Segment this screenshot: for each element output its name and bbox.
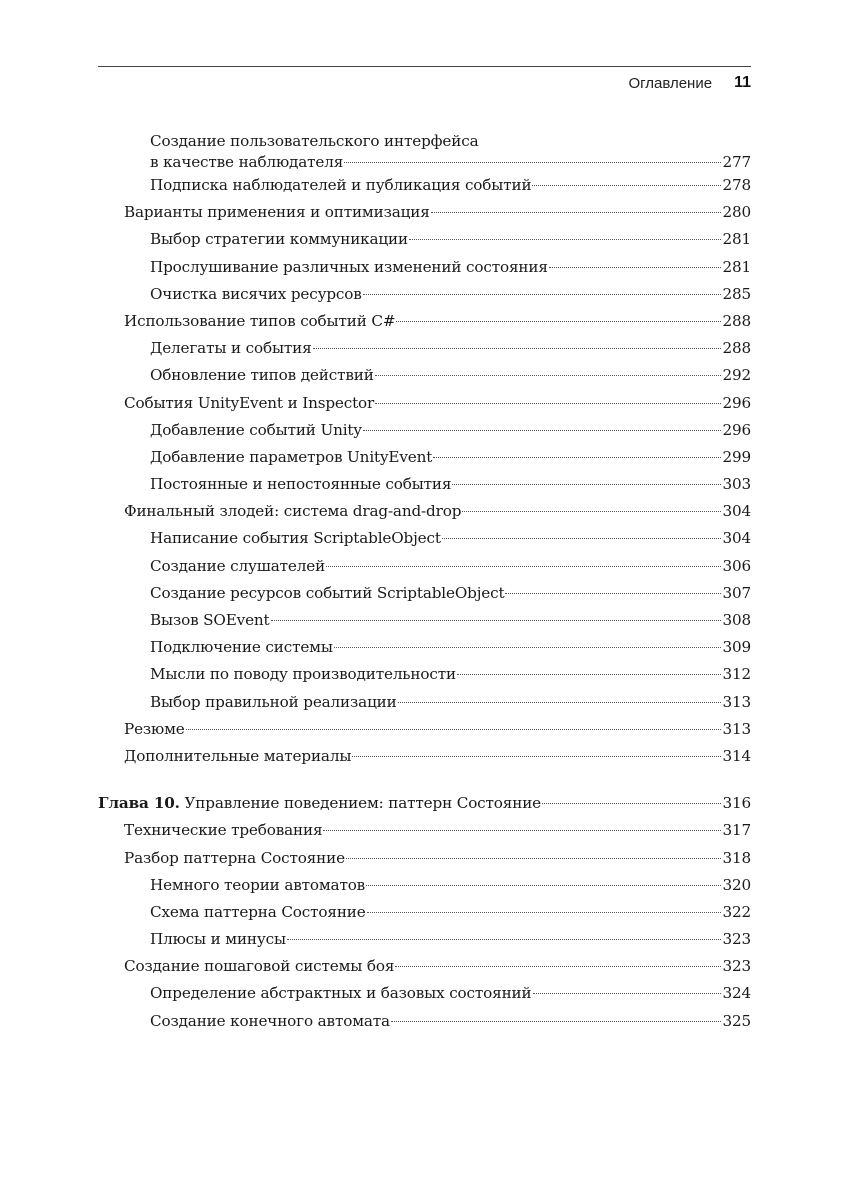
toc-page-number: 277 bbox=[722, 153, 751, 171]
toc-page-number: 281 bbox=[722, 230, 751, 249]
toc-page-number: 314 bbox=[722, 746, 751, 765]
dot-leader bbox=[363, 430, 722, 431]
toc-entry bbox=[98, 390, 751, 417]
toc-entry bbox=[98, 199, 751, 226]
dot-leader bbox=[375, 375, 722, 376]
dot-leader bbox=[186, 729, 722, 730]
dot-leader bbox=[334, 647, 722, 648]
toc-entry-title: Использование типов событий C# bbox=[124, 311, 396, 330]
toc-entry-title-line1: Создание пользовательского интерфейса bbox=[150, 132, 479, 150]
dot-leader bbox=[396, 321, 721, 322]
toc-page-number: 317 bbox=[722, 821, 751, 840]
toc-page-number: 304 bbox=[722, 529, 751, 548]
toc-entry bbox=[98, 335, 751, 362]
toc-page-number: 308 bbox=[722, 611, 751, 629]
toc-page-number: 312 bbox=[722, 665, 751, 684]
toc-entry-title: Создание пошаговой системы боя bbox=[124, 957, 395, 976]
toc-page-number: 292 bbox=[722, 366, 751, 385]
toc-entry bbox=[98, 254, 751, 281]
dot-leader bbox=[323, 830, 721, 831]
dot-leader bbox=[409, 239, 721, 240]
toc-page-number: 313 bbox=[722, 692, 751, 711]
toc-entry-title: Создание конечного автомата bbox=[150, 1011, 390, 1030]
toc-page-number: 281 bbox=[722, 257, 751, 276]
dot-leader bbox=[366, 885, 721, 886]
dot-leader bbox=[395, 966, 721, 967]
toc-entry-title: События UnityEvent и Inspector bbox=[124, 393, 375, 412]
toc-entry-title: Постоянные и непостоянные события bbox=[150, 475, 452, 494]
toc-section-after bbox=[98, 817, 751, 1035]
chapter-title: Управление поведением: паттерн Состояние bbox=[179, 794, 542, 813]
toc-page-number: 313 bbox=[722, 719, 751, 738]
toc-page-number: 323 bbox=[722, 957, 751, 976]
toc-page-number: 323 bbox=[722, 930, 751, 949]
toc-entry bbox=[98, 308, 751, 335]
toc-page-number: 320 bbox=[722, 875, 751, 894]
toc-entry bbox=[98, 498, 751, 525]
dot-leader bbox=[375, 403, 721, 404]
toc-entry bbox=[98, 661, 751, 688]
toc-entry bbox=[98, 471, 751, 498]
toc-entry bbox=[98, 130, 751, 172]
toc-entry bbox=[98, 743, 751, 770]
dot-leader bbox=[532, 185, 721, 186]
toc-entry bbox=[98, 899, 751, 926]
toc-page-number: 296 bbox=[722, 393, 751, 412]
toc-entry-title: Резюме bbox=[124, 719, 185, 738]
dot-leader bbox=[542, 803, 721, 804]
table-of-contents bbox=[98, 130, 751, 1035]
toc-page-number: 316 bbox=[722, 794, 751, 813]
dot-leader bbox=[442, 538, 722, 539]
dot-leader bbox=[505, 593, 721, 594]
toc-page-number: 299 bbox=[722, 447, 751, 466]
toc-entry-title: Плюсы и минусы bbox=[150, 930, 286, 949]
toc-entry-title: Вызов SOEvent bbox=[150, 611, 270, 629]
toc-entry-title: в качестве наблюдателя bbox=[150, 153, 344, 171]
toc-entry bbox=[98, 417, 751, 444]
toc-entry bbox=[98, 444, 751, 471]
toc-page-number: 304 bbox=[722, 502, 751, 521]
toc-page-number: 306 bbox=[722, 556, 751, 575]
toc-entry bbox=[98, 607, 751, 634]
toc-entry-title: Добавление параметров UnityEvent bbox=[150, 447, 433, 466]
toc-entry bbox=[98, 580, 751, 607]
toc-page-number: 322 bbox=[722, 902, 751, 921]
toc-page-number: 288 bbox=[722, 339, 751, 358]
dot-leader bbox=[363, 294, 722, 295]
toc-entry bbox=[98, 553, 751, 580]
dot-leader bbox=[433, 457, 721, 458]
toc-page-number: 318 bbox=[722, 848, 751, 867]
toc-entry-title: Делегаты и события bbox=[150, 339, 312, 358]
toc-entry-title: Технические требования bbox=[124, 821, 323, 840]
toc-entry-title: Финальный злодей: система drag-and-drop bbox=[124, 502, 462, 521]
toc-entry bbox=[98, 362, 751, 389]
toc-entry bbox=[98, 845, 751, 872]
toc-entry bbox=[98, 926, 751, 953]
toc-entry-title: Схема паттерна Состояние bbox=[150, 902, 366, 921]
toc-entry bbox=[98, 226, 751, 253]
toc-entry-line2 bbox=[150, 152, 751, 172]
toc-entry bbox=[98, 281, 751, 308]
toc-entry-title: Дополнительные материалы bbox=[124, 746, 352, 765]
dot-leader bbox=[457, 674, 721, 675]
toc-entry-title: Создание ресурсов событий ScriptableObject bbox=[150, 583, 505, 602]
toc-entry-title: Создание слушателей bbox=[150, 556, 326, 575]
toc-entry bbox=[98, 980, 751, 1007]
toc-entry-title: Обновление типов действий bbox=[150, 366, 374, 385]
toc-entry-title: Определение абстрактных и базовых состояний bbox=[150, 984, 532, 1003]
toc-entry bbox=[98, 634, 751, 661]
toc-entry-title: Немного теории автоматов bbox=[150, 875, 366, 894]
toc-page-number: 303 bbox=[722, 475, 751, 494]
toc-entry-title: Написание события ScriptableObject bbox=[150, 529, 441, 548]
toc-entry-title: Добавление событий Unity bbox=[150, 420, 362, 439]
toc-entry bbox=[98, 872, 751, 899]
dot-leader bbox=[271, 620, 722, 621]
toc-entry bbox=[98, 689, 751, 716]
toc-page-number: 288 bbox=[722, 311, 751, 330]
running-header-title: Оглавление bbox=[628, 74, 713, 92]
toc-entry bbox=[98, 716, 751, 743]
dot-leader bbox=[391, 1021, 722, 1022]
toc-entry-title: Подключение системы bbox=[150, 638, 333, 657]
toc-page-number: 309 bbox=[722, 638, 751, 657]
dot-leader bbox=[344, 162, 721, 163]
dot-leader bbox=[313, 348, 722, 349]
dot-leader bbox=[326, 566, 721, 567]
toc-page-number: 278 bbox=[722, 176, 751, 194]
toc-entry bbox=[98, 525, 751, 552]
toc-entry bbox=[98, 953, 751, 980]
toc-entry-title: Выбор стратегии коммуникации bbox=[150, 230, 408, 249]
toc-page-number: 307 bbox=[722, 583, 751, 602]
toc-page-number: 280 bbox=[722, 203, 751, 222]
toc-entry-title: Подписка наблюдателей и публикация событий bbox=[150, 176, 532, 194]
chapter-gap bbox=[98, 770, 751, 790]
toc-entry-title: Выбор правильной реализации bbox=[150, 692, 397, 711]
dot-leader bbox=[352, 756, 721, 757]
toc-entry-title: Прослушивание различных изменений состояния bbox=[150, 257, 548, 276]
dot-leader bbox=[287, 939, 721, 940]
dot-leader bbox=[462, 511, 721, 512]
toc-page-number: 325 bbox=[722, 1011, 751, 1030]
toc-page-number: 324 bbox=[722, 984, 751, 1003]
toc-entry-title: Мысли по поводу производительности bbox=[150, 665, 456, 684]
toc-section-before bbox=[98, 130, 751, 770]
dot-leader bbox=[346, 858, 721, 859]
toc-entry-title bbox=[98, 790, 541, 817]
toc-page-number: 285 bbox=[722, 284, 751, 303]
toc-page-number: 296 bbox=[722, 420, 751, 439]
dot-leader bbox=[367, 912, 722, 913]
dot-leader bbox=[549, 267, 722, 268]
toc-entry-title: Варианты применения и оптимизация bbox=[124, 203, 430, 222]
toc-entry-title: Очистка висячих ресурсов bbox=[150, 284, 362, 303]
dot-leader bbox=[533, 993, 722, 994]
toc-entry bbox=[98, 1008, 751, 1035]
dot-leader bbox=[398, 702, 722, 703]
toc-entry bbox=[98, 817, 751, 844]
chapter-label: Глава 10. bbox=[98, 794, 180, 813]
header-rule bbox=[98, 66, 751, 67]
running-header bbox=[98, 70, 751, 96]
toc-entry bbox=[98, 172, 751, 199]
dot-leader bbox=[431, 212, 722, 213]
page-number: 11 bbox=[734, 74, 751, 91]
dot-leader bbox=[452, 484, 721, 485]
toc-chapter-heading bbox=[98, 790, 751, 817]
toc-entry-title: Разбор паттерна Состояние bbox=[124, 848, 345, 867]
